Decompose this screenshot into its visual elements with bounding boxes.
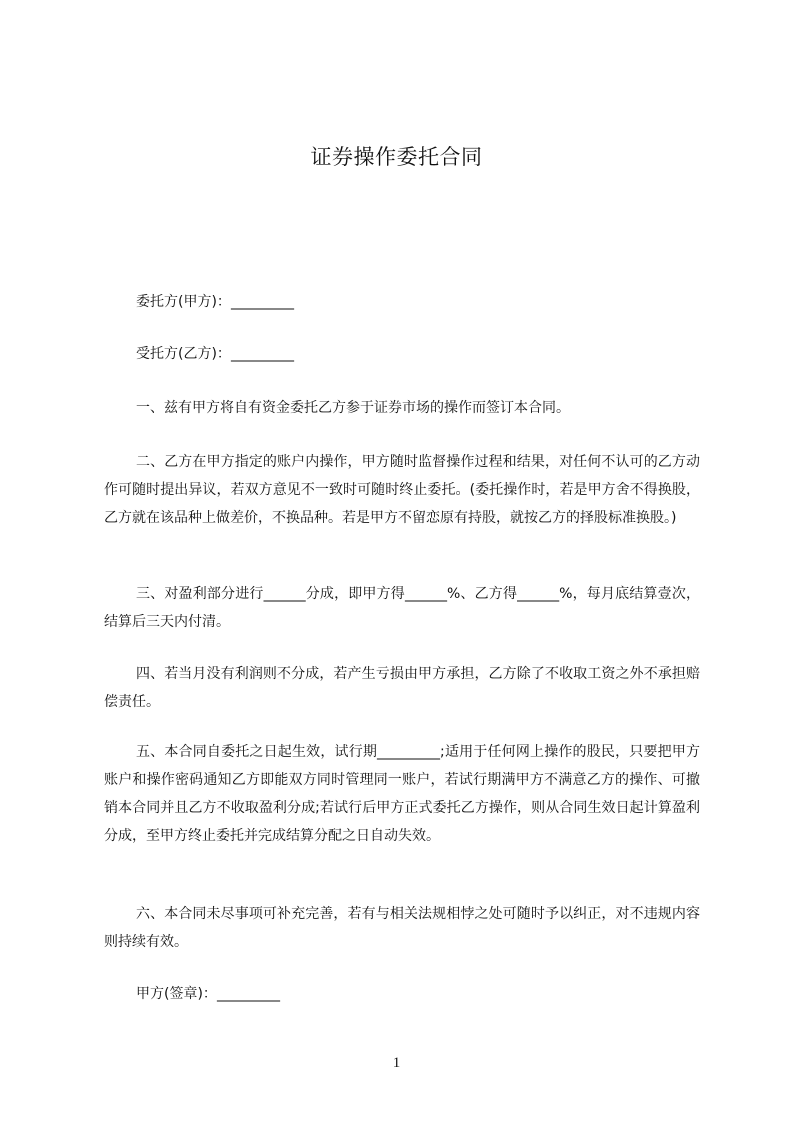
party-a-line — [136, 292, 294, 312]
party-b-line — [136, 344, 294, 364]
clause-6: 六、本合同未尽事项可补充完善，若有与相关法规相悖之处可随时予以纠正，对不违规内容则持续有效。 — [104, 906, 700, 950]
clause-5: 五、本合同自委托之日起生效，试行期_________;适用于任何网上操作的股民，只要把甲方账户和操作密码通知乙方即能双方同时管理同一账户，若试行期满甲方不满意乙方的操作、可撤销本合同并且乙方不收取盈利分成;若试行后甲方正式委托乙方操作，则从合同生效日起计算盈利分成，至甲方终止委托并完成结算分配之日自动失效。 — [104, 744, 700, 844]
clause-4: 四、若当月没有利润则不分成，若产生亏损由甲方承担，乙方除了不收取工资之外不承担赔偿责任。 — [104, 666, 700, 710]
document-title: 证券操作委托合同 — [310, 145, 483, 169]
party-a-blank: _________ — [230, 294, 294, 310]
signature-a-label: 甲方(签章)： — [136, 986, 217, 1002]
page-number: 1 — [392, 1055, 401, 1071]
signature-a-line — [136, 984, 280, 1004]
party-a-label: 委托方(甲方)： — [136, 294, 231, 310]
party-b-label: 受托方(乙方)： — [136, 346, 231, 362]
signature-a-blank: _________ — [216, 986, 280, 1002]
clause-3: 三、对盈利部分进行______分成，即甲方得______%、乙方得______%，每月底结算壹次，结算后三天内付清。 — [104, 586, 700, 630]
clause-2: 二、乙方在甲方指定的账户内操作，甲方随时监督操作过程和结果，对任何不认可的乙方动作可随时提出异议，若双方意见不一致时可随时终止委托。(委托操作时，若是甲方舍不得换股，乙方就在该品种上做差价，不换品种。若是甲方不留恋原有持股，就按乙方的择股标准换股。) — [104, 454, 700, 526]
clause-1: 一、兹有甲方将自有资金委托乙方参于证券市场的操作而签订本合同。 — [136, 400, 570, 416]
party-b-blank: _________ — [230, 346, 294, 362]
